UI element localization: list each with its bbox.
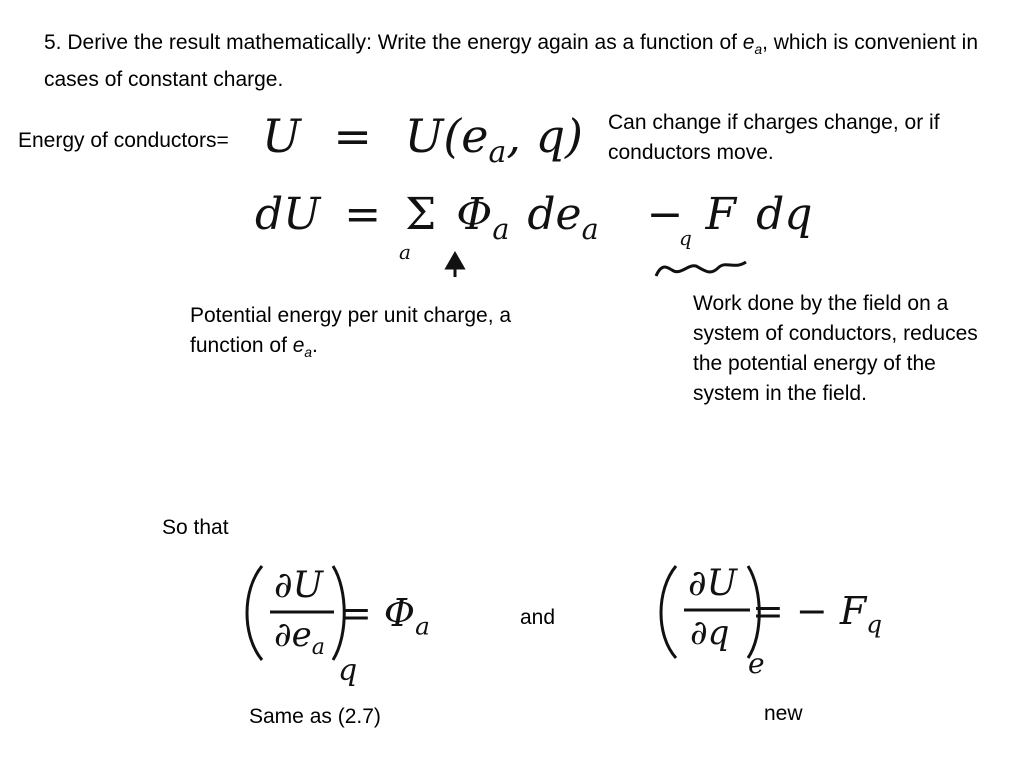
eq2-equals: = [344, 189, 382, 240]
eq1-rhs-sub: a [488, 135, 507, 171]
note-work-done: Work done by the field on a system of conductors, reduces the potential energy of the system in the field. [693, 292, 978, 405]
eq3-rhs-sub: a [415, 611, 430, 641]
eq1-lhs: U [262, 109, 301, 163]
potential-sub: a [304, 345, 313, 361]
same-as-label: Same as (2.7) [249, 705, 381, 728]
eq4-rhs [752, 588, 882, 648]
eq2-phi-sub: a [492, 211, 510, 246]
intro-var: e [742, 31, 755, 54]
intro-prefix: 5. Derive the result mathematically: Write the energy again as a function of [44, 31, 743, 54]
eq2-F: F [705, 189, 737, 240]
so-that-label: So that [162, 516, 229, 539]
potential-prefix: Potential energy per unit charge, a function of [190, 304, 512, 357]
eq2-de-sub: a [581, 211, 599, 246]
eq2-minus: − [646, 189, 684, 240]
eq2-dq: dq [756, 189, 813, 240]
eq3-hold-var: q [338, 653, 358, 688]
intro-suffix: , which is convenient in cases of constant charge. [44, 31, 979, 92]
note-can-change: Can change if charges change, or if conductors move. [608, 111, 940, 164]
eq4-rhs-sub: q [866, 609, 883, 639]
potential-var: e [292, 334, 305, 357]
sum-index: a [399, 240, 411, 264]
eq1-equals: = [333, 109, 372, 163]
force-subscript: q [679, 226, 692, 250]
eq3-den-sub: a [311, 633, 325, 660]
potential-end: . [312, 334, 318, 357]
eq1-rhs-end: , q) [506, 109, 583, 163]
eq2-de: de [527, 189, 582, 240]
eq4-left-paren [661, 566, 676, 658]
eq4-hold-var: e [748, 647, 765, 680]
intro-var-sub: a [754, 42, 763, 58]
eq3-rhs-main: = Φ [340, 591, 416, 635]
energy-label: Energy of conductors= [18, 129, 229, 152]
eq2-phi: Φ [456, 189, 493, 240]
eq1-rhs: U(e [404, 109, 489, 163]
eq3-den: ∂e [274, 615, 312, 655]
eq4-rhs-main: = − F [752, 589, 867, 633]
eq3-numerator: ∂U [274, 565, 323, 606]
eq2-lhs: dU [255, 189, 321, 240]
eq2-sum: Σ [405, 189, 437, 240]
eq4-numerator: ∂U [688, 563, 737, 604]
eq4-denominator: ∂q [690, 613, 730, 653]
and-label: and [520, 606, 556, 629]
new-label: new [764, 702, 803, 725]
